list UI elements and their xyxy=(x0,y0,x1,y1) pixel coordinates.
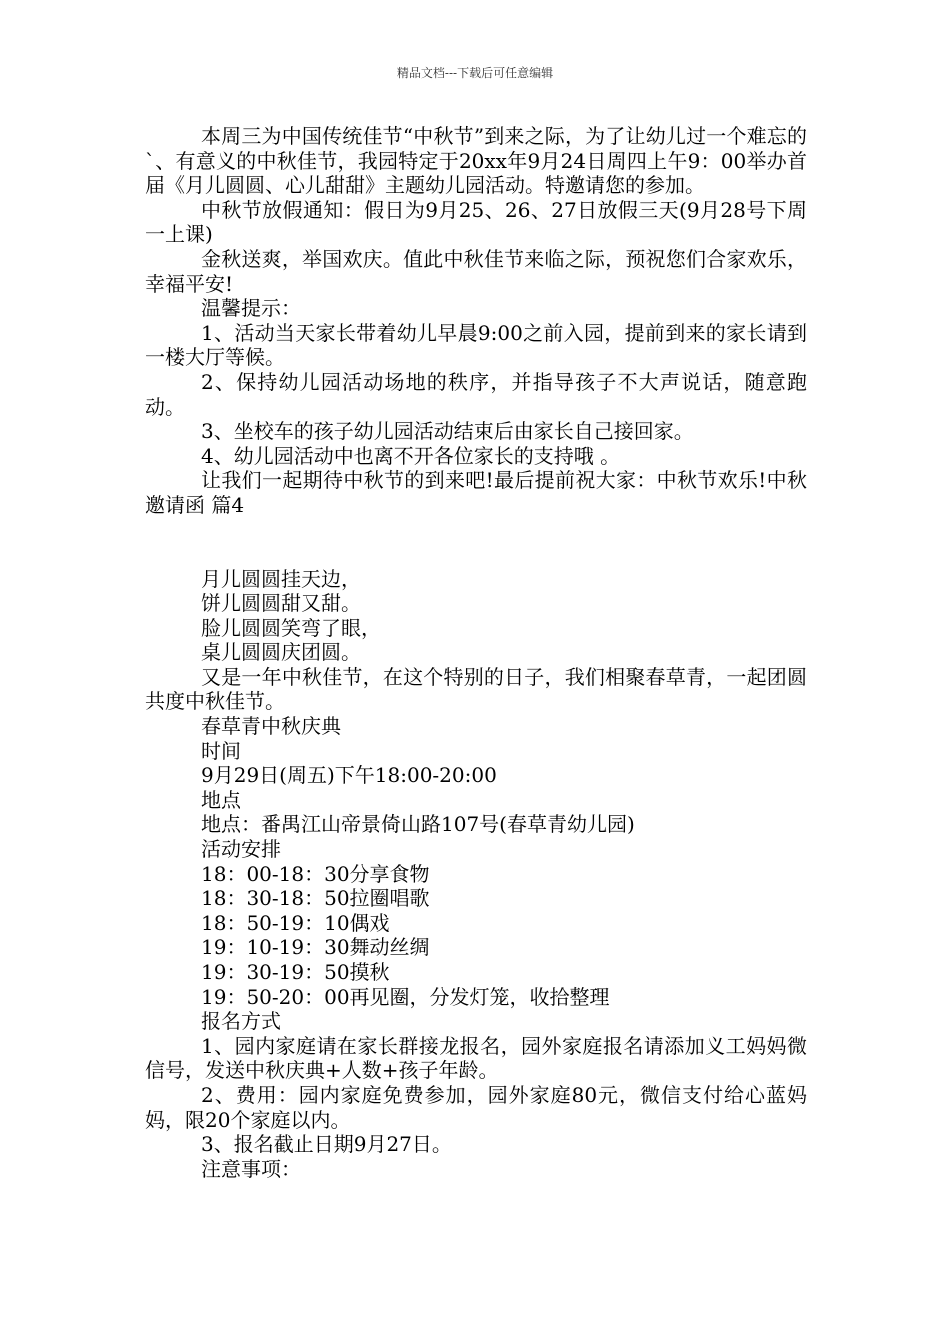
schedule-item: 19：30-19：50摸秋 xyxy=(201,960,390,984)
event-location: 地点：番禺江山帝景倚山路107号(春草青幼儿园) xyxy=(201,812,635,837)
paragraph: 1、园内家庭请在家长群接龙报名，园外家庭报名请添加义工妈妈微信号，发送中秋庆典+人数+孩子年龄。 xyxy=(145,1033,807,1083)
paragraph: 2、费用：园内家庭免费参加，园外家庭80元，微信支付给心蓝妈妈，限20个家庭以内。 xyxy=(145,1082,807,1132)
paragraph: 2、保持幼儿园活动场地的秩序，并指导孩子不大声说话，随意跑动。 xyxy=(145,369,807,419)
section-label: 注意事项： xyxy=(201,1156,301,1181)
section-label: 报名方式 xyxy=(201,1009,281,1034)
document-body xyxy=(145,124,807,1181)
schedule-item: 19：50-20：00再见圈，分发灯笼，收拾整理 xyxy=(201,984,610,1009)
poem-line: 月儿圆圆挂天边， xyxy=(201,566,361,591)
blank-space xyxy=(145,518,807,567)
schedule-item: 18：30-18：50拉圈唱歌 xyxy=(201,886,430,911)
poem-line: 桌儿圆圆庆团圆。 xyxy=(201,640,361,665)
paragraph: 3、报名截止日期9月27日。 xyxy=(201,1132,452,1157)
paragraph: 中秋节放假通知：假日为9月25、26、27日放假三天(9月28号下周一上课) xyxy=(145,197,807,247)
paragraph: 又是一年中秋佳节，在这个特别的日子，我们相聚春草青，一起团圆共度中秋佳节。 xyxy=(145,664,807,714)
section-title: 春草青中秋庆典 xyxy=(201,714,341,739)
paragraph: 金秋送爽，举国欢庆。值此中秋佳节来临之际，预祝您们合家欢乐，幸福平安! xyxy=(145,246,807,296)
paragraph: 1、活动当天家长带着幼儿早晨9:00之前入园，提前到来的家长请到一楼大厅等候。 xyxy=(145,320,807,370)
section-label: 地点 xyxy=(201,787,241,812)
paragraph: 4、幼儿园活动中也离不开各位家长的支持哦 。 xyxy=(201,443,621,468)
paragraph: 让我们一起期待中秋节的到来吧!最后提前祝大家：中秋节欢乐!中秋邀请函 篇4 xyxy=(145,468,807,517)
schedule-item: 18：00-18：30分享食物 xyxy=(201,861,430,886)
section-label: 时间 xyxy=(201,738,241,763)
section-label: 活动安排 xyxy=(201,837,281,862)
event-time: 9月29日(周五)下午18:00-20:00 xyxy=(201,763,497,788)
schedule-item: 18：50-19：10偶戏 xyxy=(201,910,390,935)
paragraph: 3、坐校车的孩子幼儿园活动结束后由家长自己接回家。 xyxy=(201,419,694,444)
poem-line: 脸儿圆圆笑弯了眼， xyxy=(201,615,381,640)
paragraph: 温馨提示： xyxy=(201,296,301,321)
poem-line: 饼儿圆圆甜又甜。 xyxy=(201,591,361,616)
paragraph: 本周三为中国传统佳节“中秋节”到来之际，为了让幼儿过一个难忘的`、有意义的中秋佳节，我园特定于20xx年9月24日周四上午9：00举办首届《月儿圆圆、心儿甜甜》主题幼儿园活动。特邀请您的参加。 xyxy=(145,124,807,198)
page-header: 精品文档---下载后可任意编辑 xyxy=(396,66,554,80)
schedule-item: 19：10-19：30舞动丝绸 xyxy=(201,935,430,960)
